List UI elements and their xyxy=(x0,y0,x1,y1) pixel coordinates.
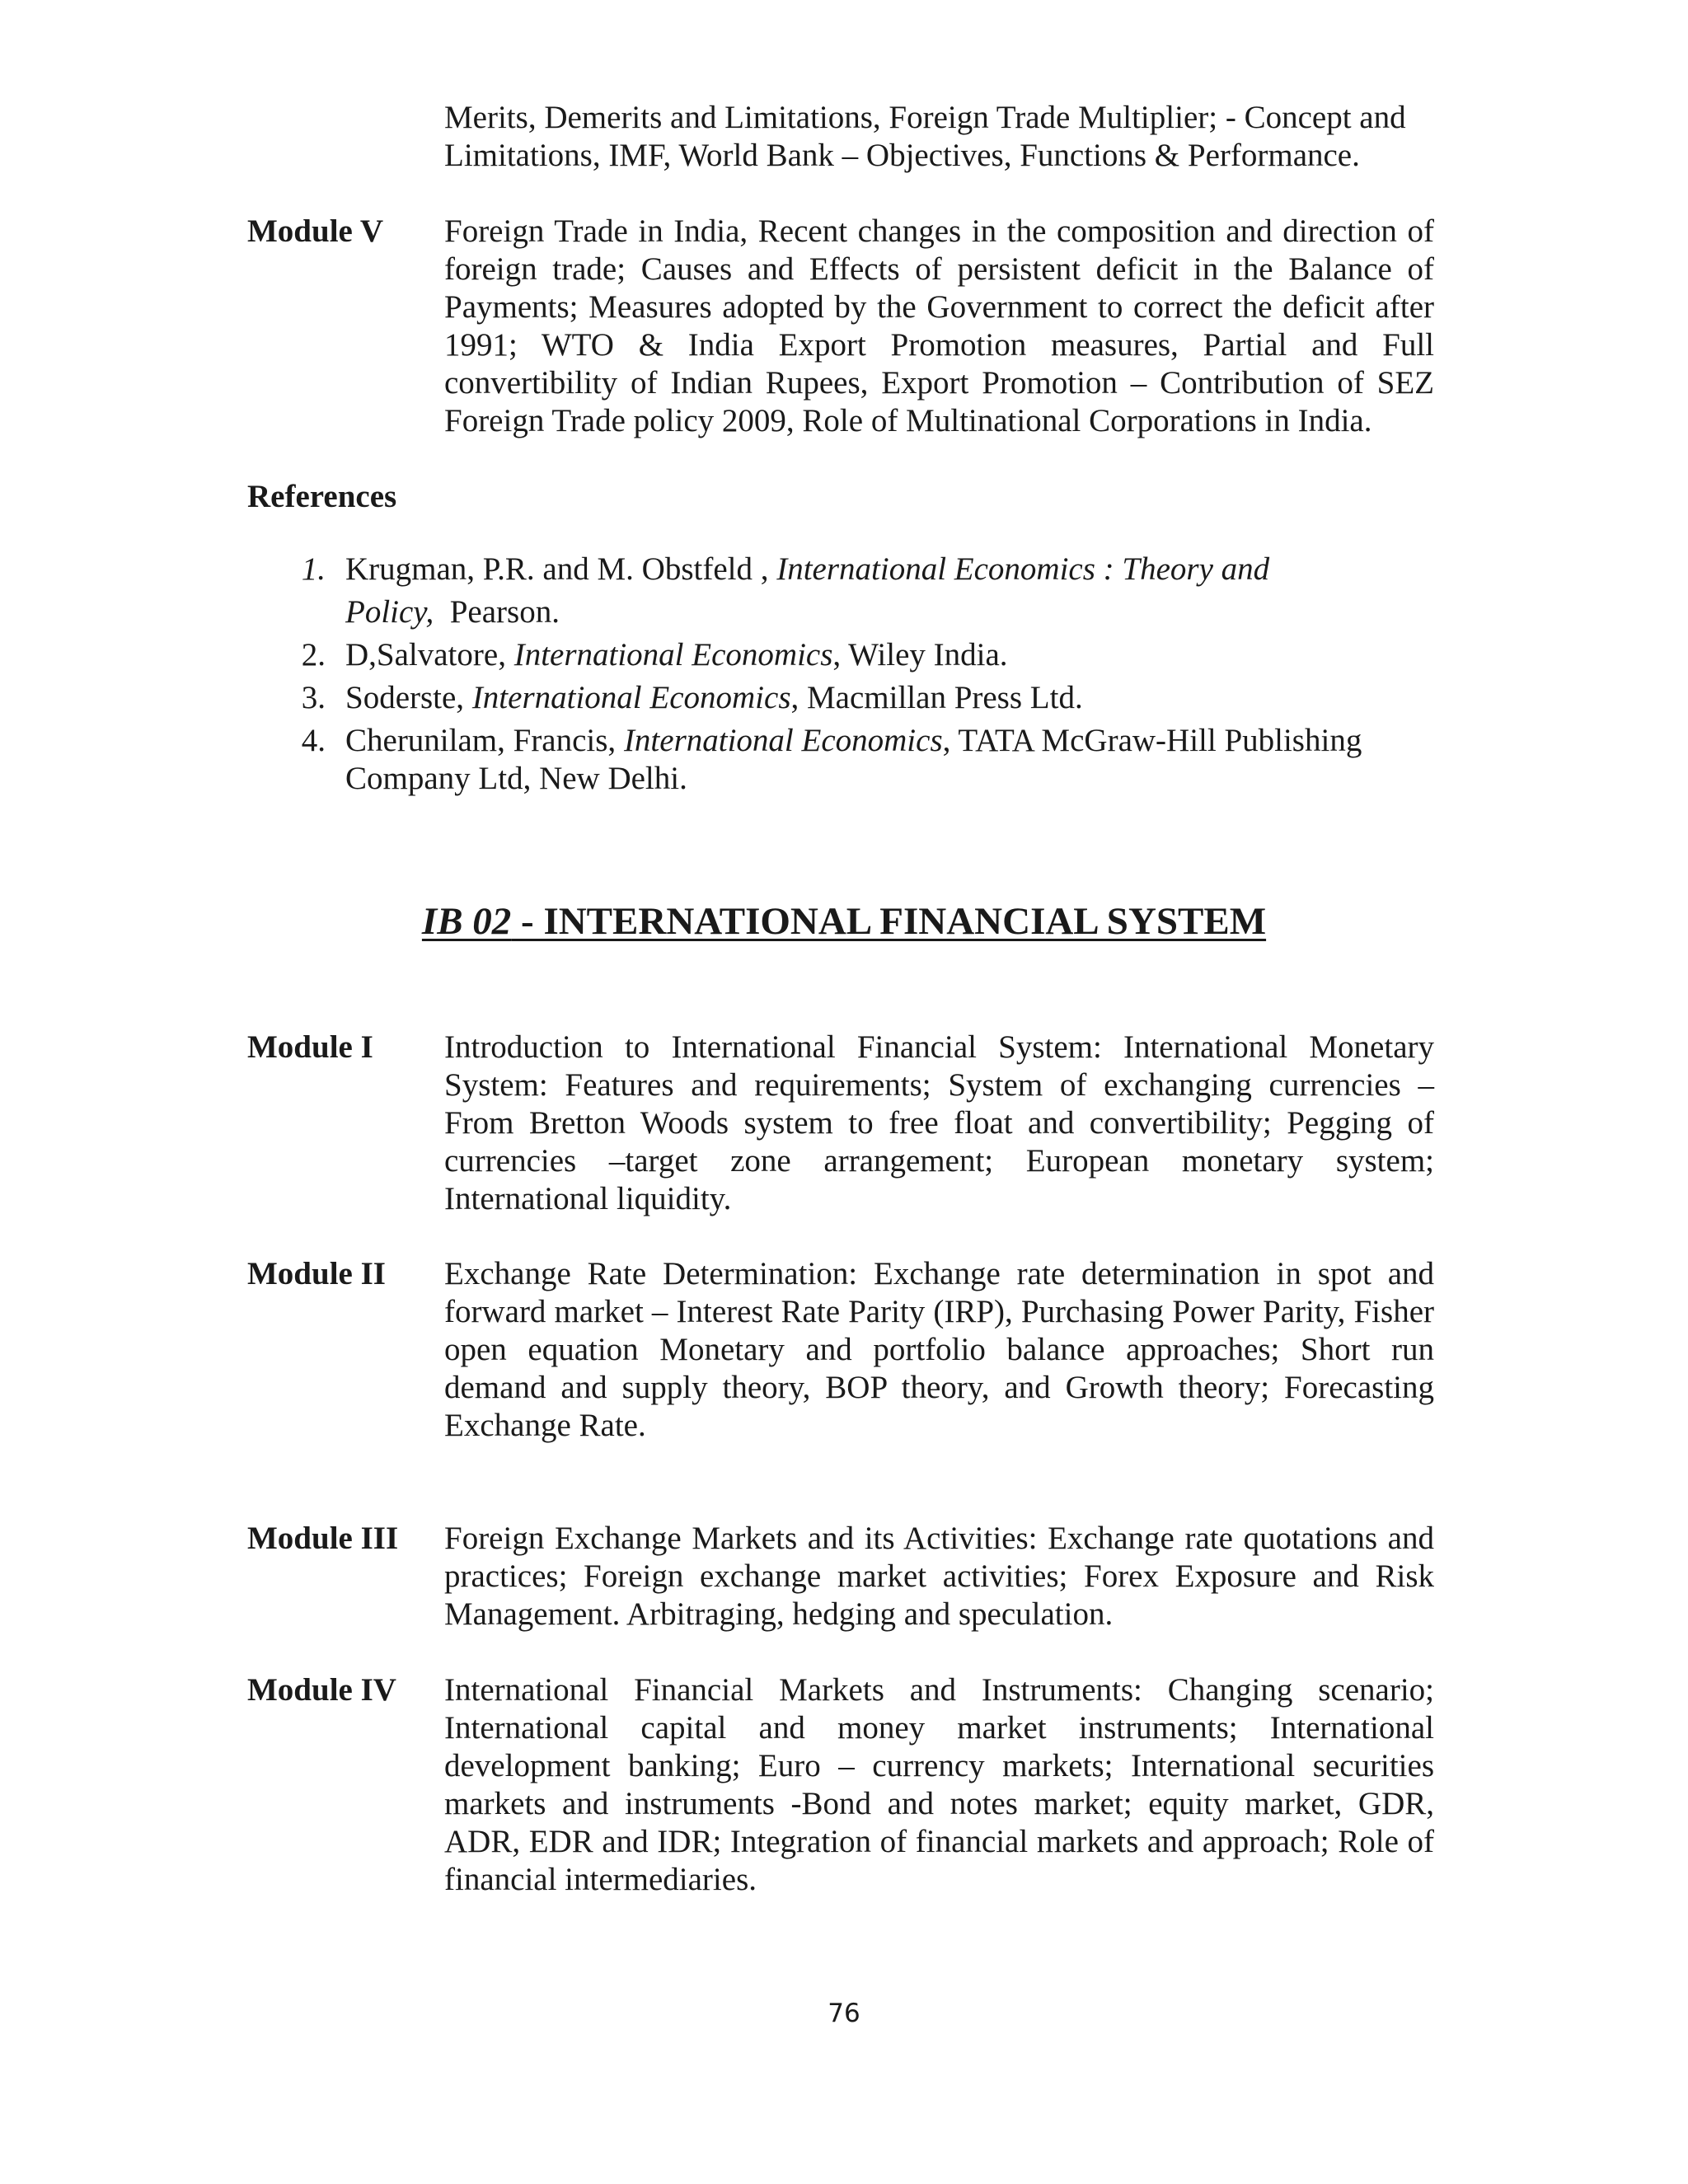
reference-item xyxy=(293,636,1447,674)
reference-author: Cherunilam, Francis, xyxy=(345,723,624,758)
reference-title: International Economics xyxy=(471,680,791,715)
reference-item xyxy=(293,551,1447,631)
reference-author: Krugman, P.R. and M. Obstfeld , xyxy=(345,551,777,587)
continued-text: Merits, Demerits and Limitations, Foreign Trade Multiplier; - Concept and Limitations, IMF, World Bank – Objectives, Functions & Performance. xyxy=(444,100,1406,173)
module-v-row xyxy=(247,213,1434,443)
reference-title-line2: Policy, xyxy=(345,594,434,630)
module-label: Module II xyxy=(247,1256,386,1291)
reference-author: Soderste, xyxy=(345,680,472,715)
module-description: Foreign Exchange Markets and its Activities: Exchange rate quotations and practices; Foreign exchange market activities; Forex Exposure and Risk Management. Arbitraging, hedging and speculation. xyxy=(444,1521,1434,1632)
reference-publisher: , Macmillan Press Ltd. xyxy=(790,680,1083,715)
course-code: IB 02 xyxy=(421,900,512,943)
reference-title-continued xyxy=(345,593,1447,631)
module-label: Module V xyxy=(247,213,384,249)
page-number: 76 xyxy=(828,1999,860,2028)
reference-title: International Economics xyxy=(513,637,833,673)
reference-item xyxy=(293,722,1454,798)
reference-number: 2. xyxy=(301,637,326,673)
section-title xyxy=(0,898,1688,944)
section-title-underlined xyxy=(422,900,1266,943)
module-label: Module IV xyxy=(247,1672,396,1708)
references-heading: References xyxy=(247,479,397,514)
reference-item xyxy=(293,679,1447,717)
module-description: Foreign Trade in India, Recent changes in the composition and direction of foreign trade; Causes and Effects of persistent deficit in the Balance of Payments; Measures adopted by the Government to correct the deficit after 1991; WTO & India Export Promotion measures, Partial and Full convertibility of Indian Rupees, Export Promotion – Contribution of SEZ Foreign Trade policy 2009, Role of Multinational Corporations in India. xyxy=(444,213,1434,438)
module-label: Module III xyxy=(247,1521,399,1556)
reference-number: 1. xyxy=(301,551,326,587)
module-description: International Financial Markets and Instruments: Changing scenario; International capital and money market instruments; International development banking; Euro – currency markets; International securities markets and instruments -Bond and notes market; equity market, GDR, ADR, EDR and IDR; Integration of financial markets and approach; Role of financial intermediaries. xyxy=(444,1672,1434,1897)
continued-paragraph xyxy=(444,99,1434,175)
course-title: - INTERNATIONAL FINANCIAL SYSTEM xyxy=(511,900,1267,943)
reference-number: 4. xyxy=(301,723,326,758)
references-list xyxy=(293,551,1447,798)
reference-number: 3. xyxy=(301,680,326,715)
reference-publisher: , Wiley India. xyxy=(832,637,1008,673)
module-description: Exchange Rate Determination: Exchange rate determination in spot and forward market – Interest Rate Parity (IRP), Purchasing Power Parity, Fisher open equation Monetary and portfolio balance approaches; Short run demand and supply theory, BOP theory, and Growth theory; Forecasting Exchange Rate. xyxy=(444,1256,1434,1443)
reference-publisher: , TATA McGraw-Hill Publishing Company Ltd, New Delhi. xyxy=(345,723,1362,796)
module-description: Introduction to International Financial System: International Monetary System: Features and requirements; System of exchanging currencies – From Bretton Woods system to free float and convertibility; Pegging of currencies –target zone arrangement; European monetary system; International liquidity. xyxy=(444,1029,1434,1216)
reference-author: D,Salvatore, xyxy=(345,637,514,673)
reference-title: International Economics xyxy=(623,723,943,758)
reference-publisher: Pearson. xyxy=(434,594,560,630)
module-label: Module I xyxy=(247,1029,373,1065)
reference-title: International Economics : Theory and xyxy=(776,551,1270,587)
